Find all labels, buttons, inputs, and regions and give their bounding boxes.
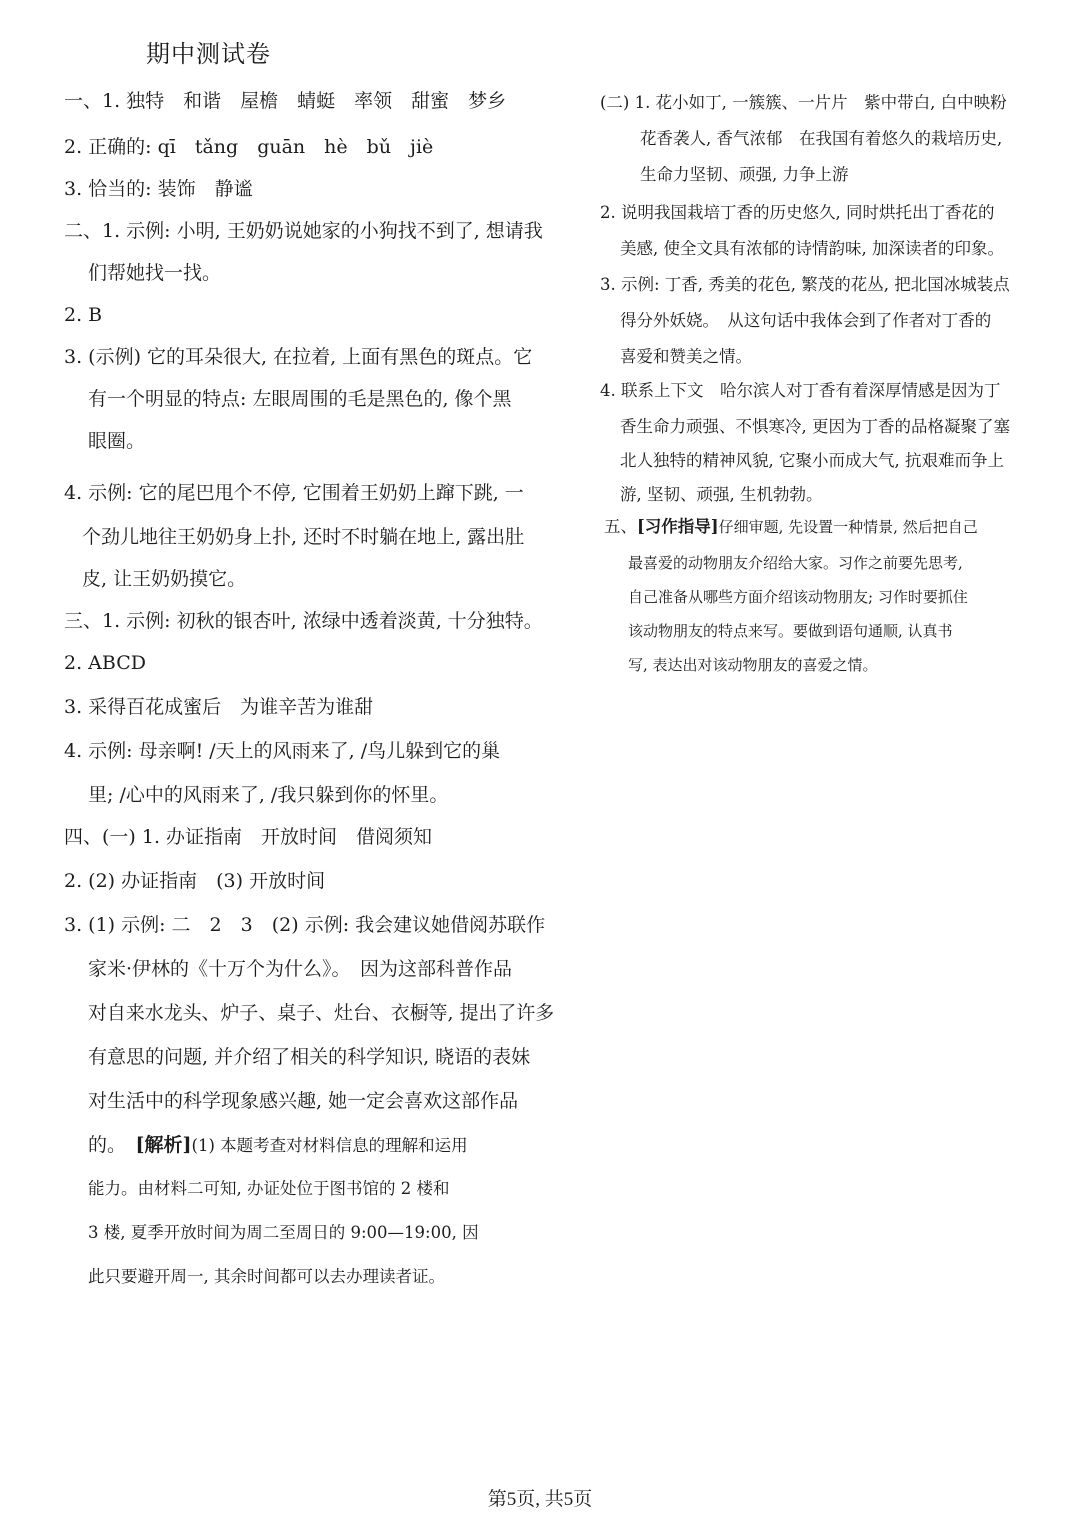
writing-guide-line: 该动物朋友的特点来写。要做到语句通顺, 认真书 [628, 622, 953, 640]
answer-line: 二、1. 示例: 小明, 王奶奶说她家的小狗找不到了, 想请我 [64, 220, 543, 242]
answer-line: 游, 坚韧、顽强, 生机勃勃。 [620, 485, 823, 504]
answer-line [88, 1132, 468, 1159]
answer-line: 家米·伊林的《十万个为什么》。 因为这部科普作品 [88, 958, 513, 980]
writing-guide-tag: [习作指导] [637, 517, 719, 536]
answer-line: 一、1. 独特 和谐 屋檐 蜻蜓 率领 甜蜜 梦乡 [64, 90, 507, 112]
analysis-line: 能力。由材料二可知, 办证处位于图书馆的 2 楼和 [88, 1179, 450, 1198]
answer-line: (二) 1. 花小如丁, 一簇簇、一片片 紫中带白, 白中映粉 [600, 93, 1007, 112]
answer-line: 对自来水龙头、炉子、桌子、灶台、衣橱等, 提出了许多 [88, 1002, 555, 1024]
answer-line: 3. 采得百花成蜜后 为谁辛苦为谁甜 [64, 696, 374, 718]
page-number: 第5页, 共5页 [487, 1489, 593, 1510]
writing-guide-prefix: 五、 [604, 517, 637, 536]
answer-line-start: 的。 [88, 1134, 117, 1156]
answer-line: 眼圈。 [88, 430, 146, 452]
answer-line: 得分外妖娆。 从这句话中我体会到了作者对丁香的 [620, 311, 992, 330]
answer-line: 3. 恰当的: 装饰 静谧 [64, 178, 253, 200]
analysis-text: (1) 本题考查对材料信息的理解和运用 [191, 1136, 468, 1155]
answer-line: 2. ABCD [64, 652, 146, 674]
answer-line: 香生命力顽强、不惧寒冷, 更因为丁香的品格凝聚了塞 [620, 417, 1010, 436]
answer-line: 2. B [64, 304, 103, 326]
answer-line: 美感, 使全文具有浓郁的诗情韵味, 加深读者的印象。 [620, 239, 1004, 258]
answer-line: 喜爱和赞美之情。 [620, 347, 752, 366]
answer-line: 有一个明显的特点: 左眼周围的毛是黑色的, 像个黑 [88, 388, 512, 410]
answer-line: 们帮她找一找。 [88, 262, 222, 284]
analysis-line: 此只要避开周一, 其余时间都可以去办理读者证。 [88, 1267, 445, 1286]
answer-line: 对生活中的科学现象感兴趣, 她一定会喜欢这部作品 [88, 1090, 519, 1112]
answer-line: 4. 联系上下文 哈尔滨人对丁香有着深厚情感是因为丁 [600, 381, 1001, 400]
answer-line: 个劲儿地往王奶奶身上扑, 还时不时躺在地上, 露出肚 [82, 526, 525, 548]
answer-line: 里; /心中的风雨来了, /我只躲到你的怀里。 [88, 784, 449, 806]
answer-line: 3. (示例) 它的耳朵很大, 在拉着, 上面有黑色的斑点。它 [64, 346, 533, 368]
answer-line: 2. (2) 办证指南 (3) 开放时间 [64, 870, 326, 892]
page-title: 期中测试卷 [146, 40, 271, 68]
writing-guide-text: 仔细审题, 先设置一种情景, 然后把自己 [718, 518, 978, 536]
answer-line: 4. 示例: 母亲啊! /天上的风雨来了, /鸟儿躲到它的巢 [64, 740, 501, 762]
answer-line: 三、1. 示例: 初秋的银杏叶, 浓绿中透着淡黄, 十分独特。 [64, 610, 543, 632]
answer-line: 3. 示例: 丁香, 秀美的花色, 繁茂的花丛, 把北国冰城装点 [600, 275, 1010, 294]
answer-line: 3. (1) 示例: 二 2 3 (2) 示例: 我会建议她借阅苏联作 [64, 914, 546, 936]
writing-guide-line: 最喜爱的动物朋友介绍给大家。习作之前要先思考, [628, 554, 963, 572]
writing-guide-line: 自己准备从哪些方面介绍该动物朋友; 习作时要抓住 [628, 588, 968, 606]
answer-line: 花香袭人, 香气浓郁 在我国有着悠久的栽培历史, [640, 129, 1003, 148]
answer-line: 四、(一) 1. 办证指南 开放时间 借阅须知 [64, 826, 433, 848]
answer-line: 2. 正确的: qī tǎng guān hè bǔ jiè [64, 136, 434, 158]
answer-line: 4. 示例: 它的尾巴甩个不停, 它围着王奶奶上蹿下跳, 一 [64, 482, 524, 504]
analysis-tag: [解析] [135, 1134, 192, 1156]
answer-line: 生命力坚韧、顽强, 力争上游 [640, 165, 849, 184]
answer-line: 皮, 让王奶奶摸它。 [82, 568, 247, 590]
writing-guide-line [604, 514, 978, 540]
answer-line: 有意思的问题, 并介绍了相关的科学知识, 晓语的表妹 [88, 1046, 531, 1068]
answer-line: 2. 说明我国栽培丁香的历史悠久, 同时烘托出丁香花的 [600, 203, 995, 222]
answer-line: 北人独特的精神风貌, 它聚小而成大气, 抗艰难而争上 [620, 451, 1004, 470]
writing-guide-line: 写, 表达出对该动物朋友的喜爱之情。 [628, 656, 878, 674]
analysis-line: 3 楼, 夏季开放时间为周二至周日的 9:00—19:00, 因 [88, 1223, 479, 1242]
